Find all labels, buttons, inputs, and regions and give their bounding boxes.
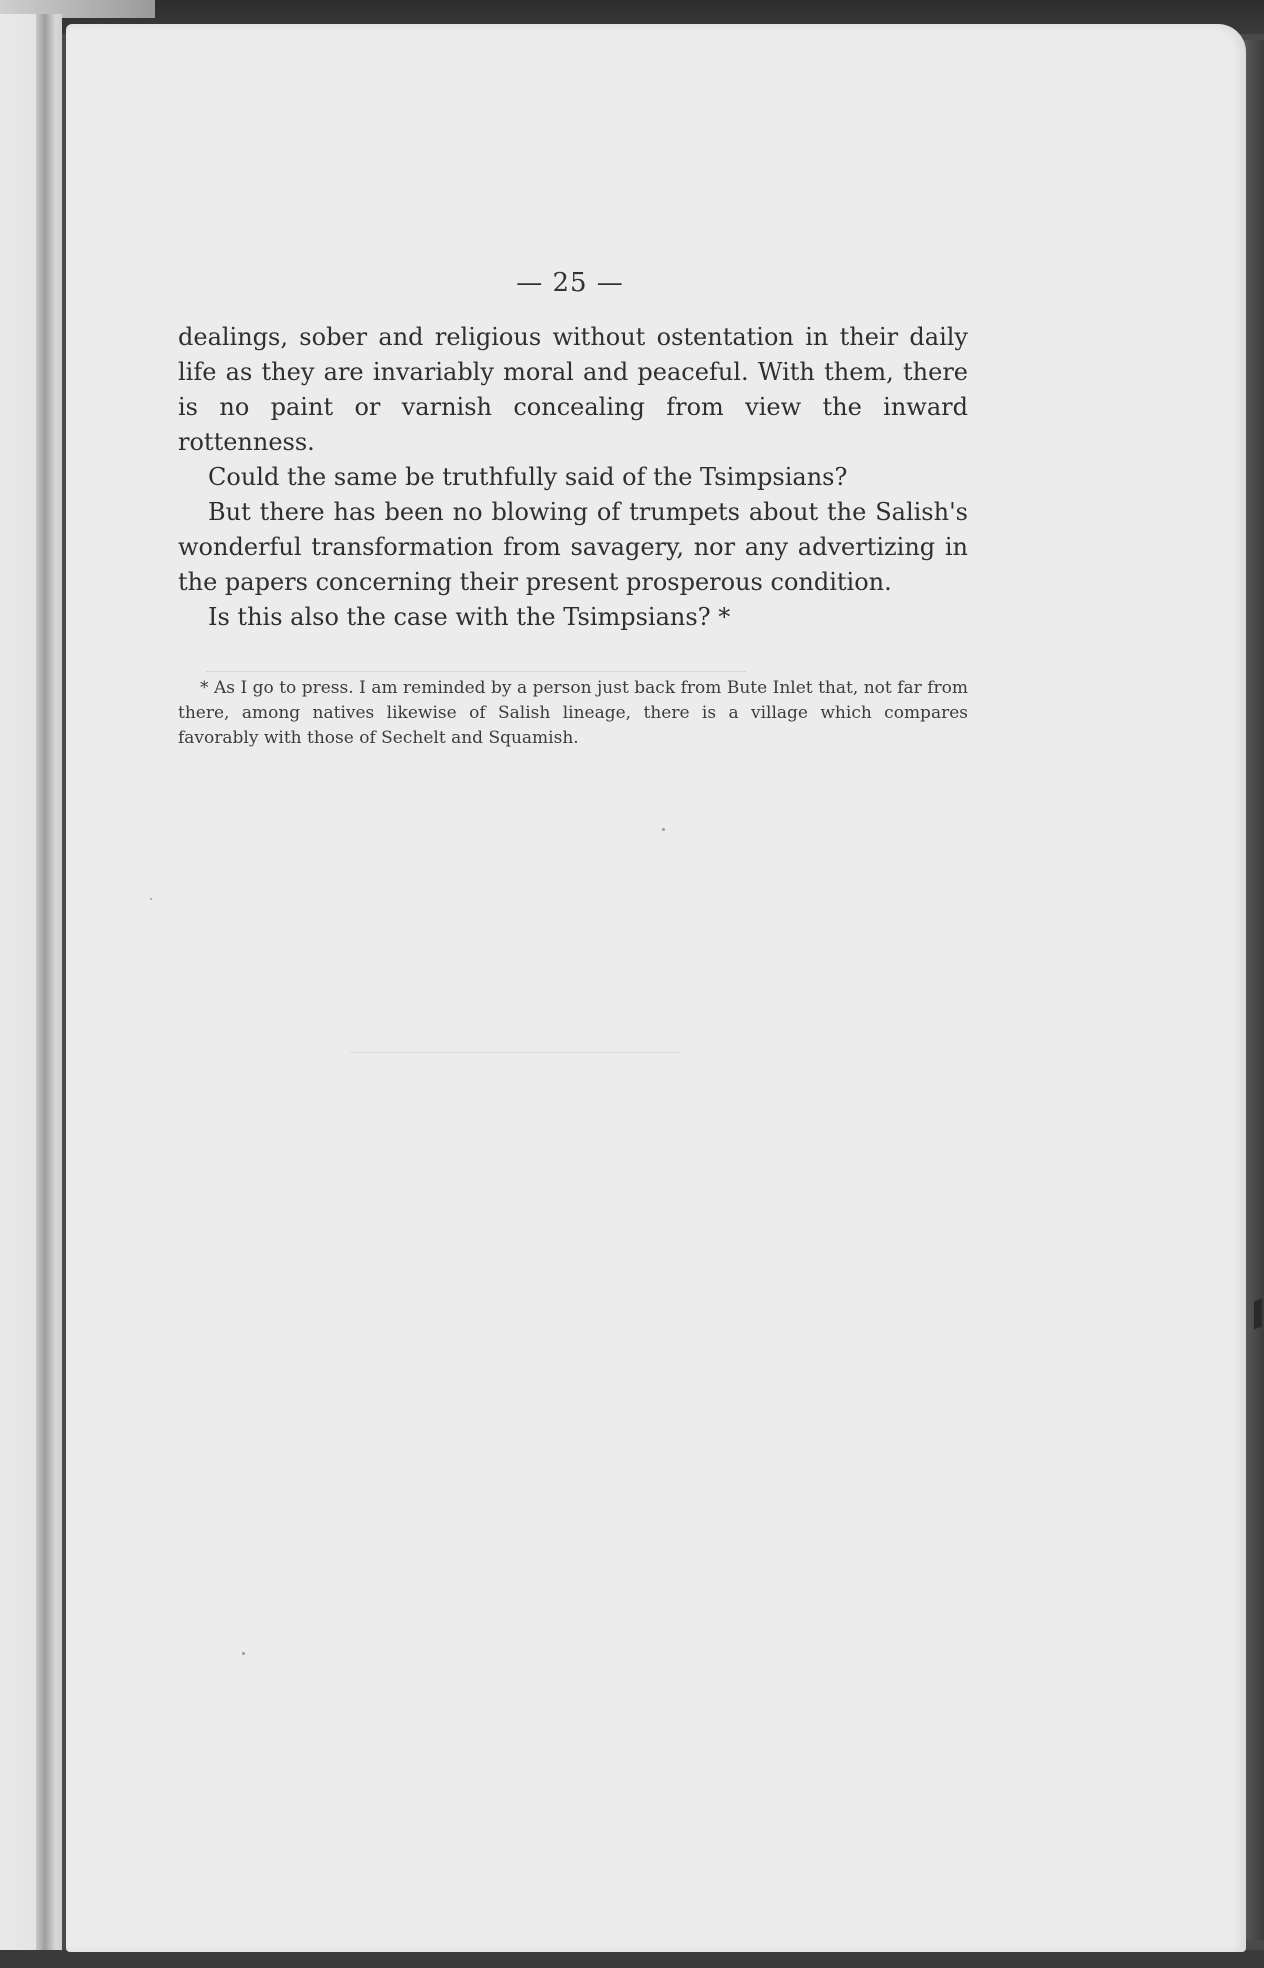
page-edge-mark [1254, 1299, 1262, 1330]
footnote: * As I go to press. I am reminded by a person just back from Bute Inlet that, not far from there, among natives likewise of Salish lineage, there is a village which compares favorably with those of Sechelt and Squamish. [178, 678, 968, 748]
paper-speck [662, 828, 665, 831]
faint-scan-line [350, 1052, 680, 1053]
page-number: — 25 — [516, 268, 624, 298]
paragraph-question-2: Is this also the case with the Tsimpsians? * [208, 603, 731, 631]
footnote-rule [206, 671, 746, 672]
paper-speck [242, 1652, 245, 1655]
paragraph-question-1: Could the same be truthfully said of the Tsimpsians? [208, 463, 848, 491]
page-edge-right [1244, 40, 1264, 1940]
paragraph-continuation: dealings, sober and religious without ostentation in their daily life as they are invariably moral and peaceful. With them, there is no paint or varnish concealing from view the inward rottenness. [178, 323, 968, 456]
scan-backdrop-bottom [0, 1950, 1264, 1968]
paragraph-salish: But there has been no blowing of trumpets about the Salish's wonderful transformation from savagery, nor any advertizing in the papers concerning their present prosperous condition. [178, 498, 968, 596]
paper-speck [150, 898, 152, 900]
body-text [178, 320, 968, 635]
book-page [66, 24, 1246, 1952]
binding-gutter [36, 14, 54, 1968]
